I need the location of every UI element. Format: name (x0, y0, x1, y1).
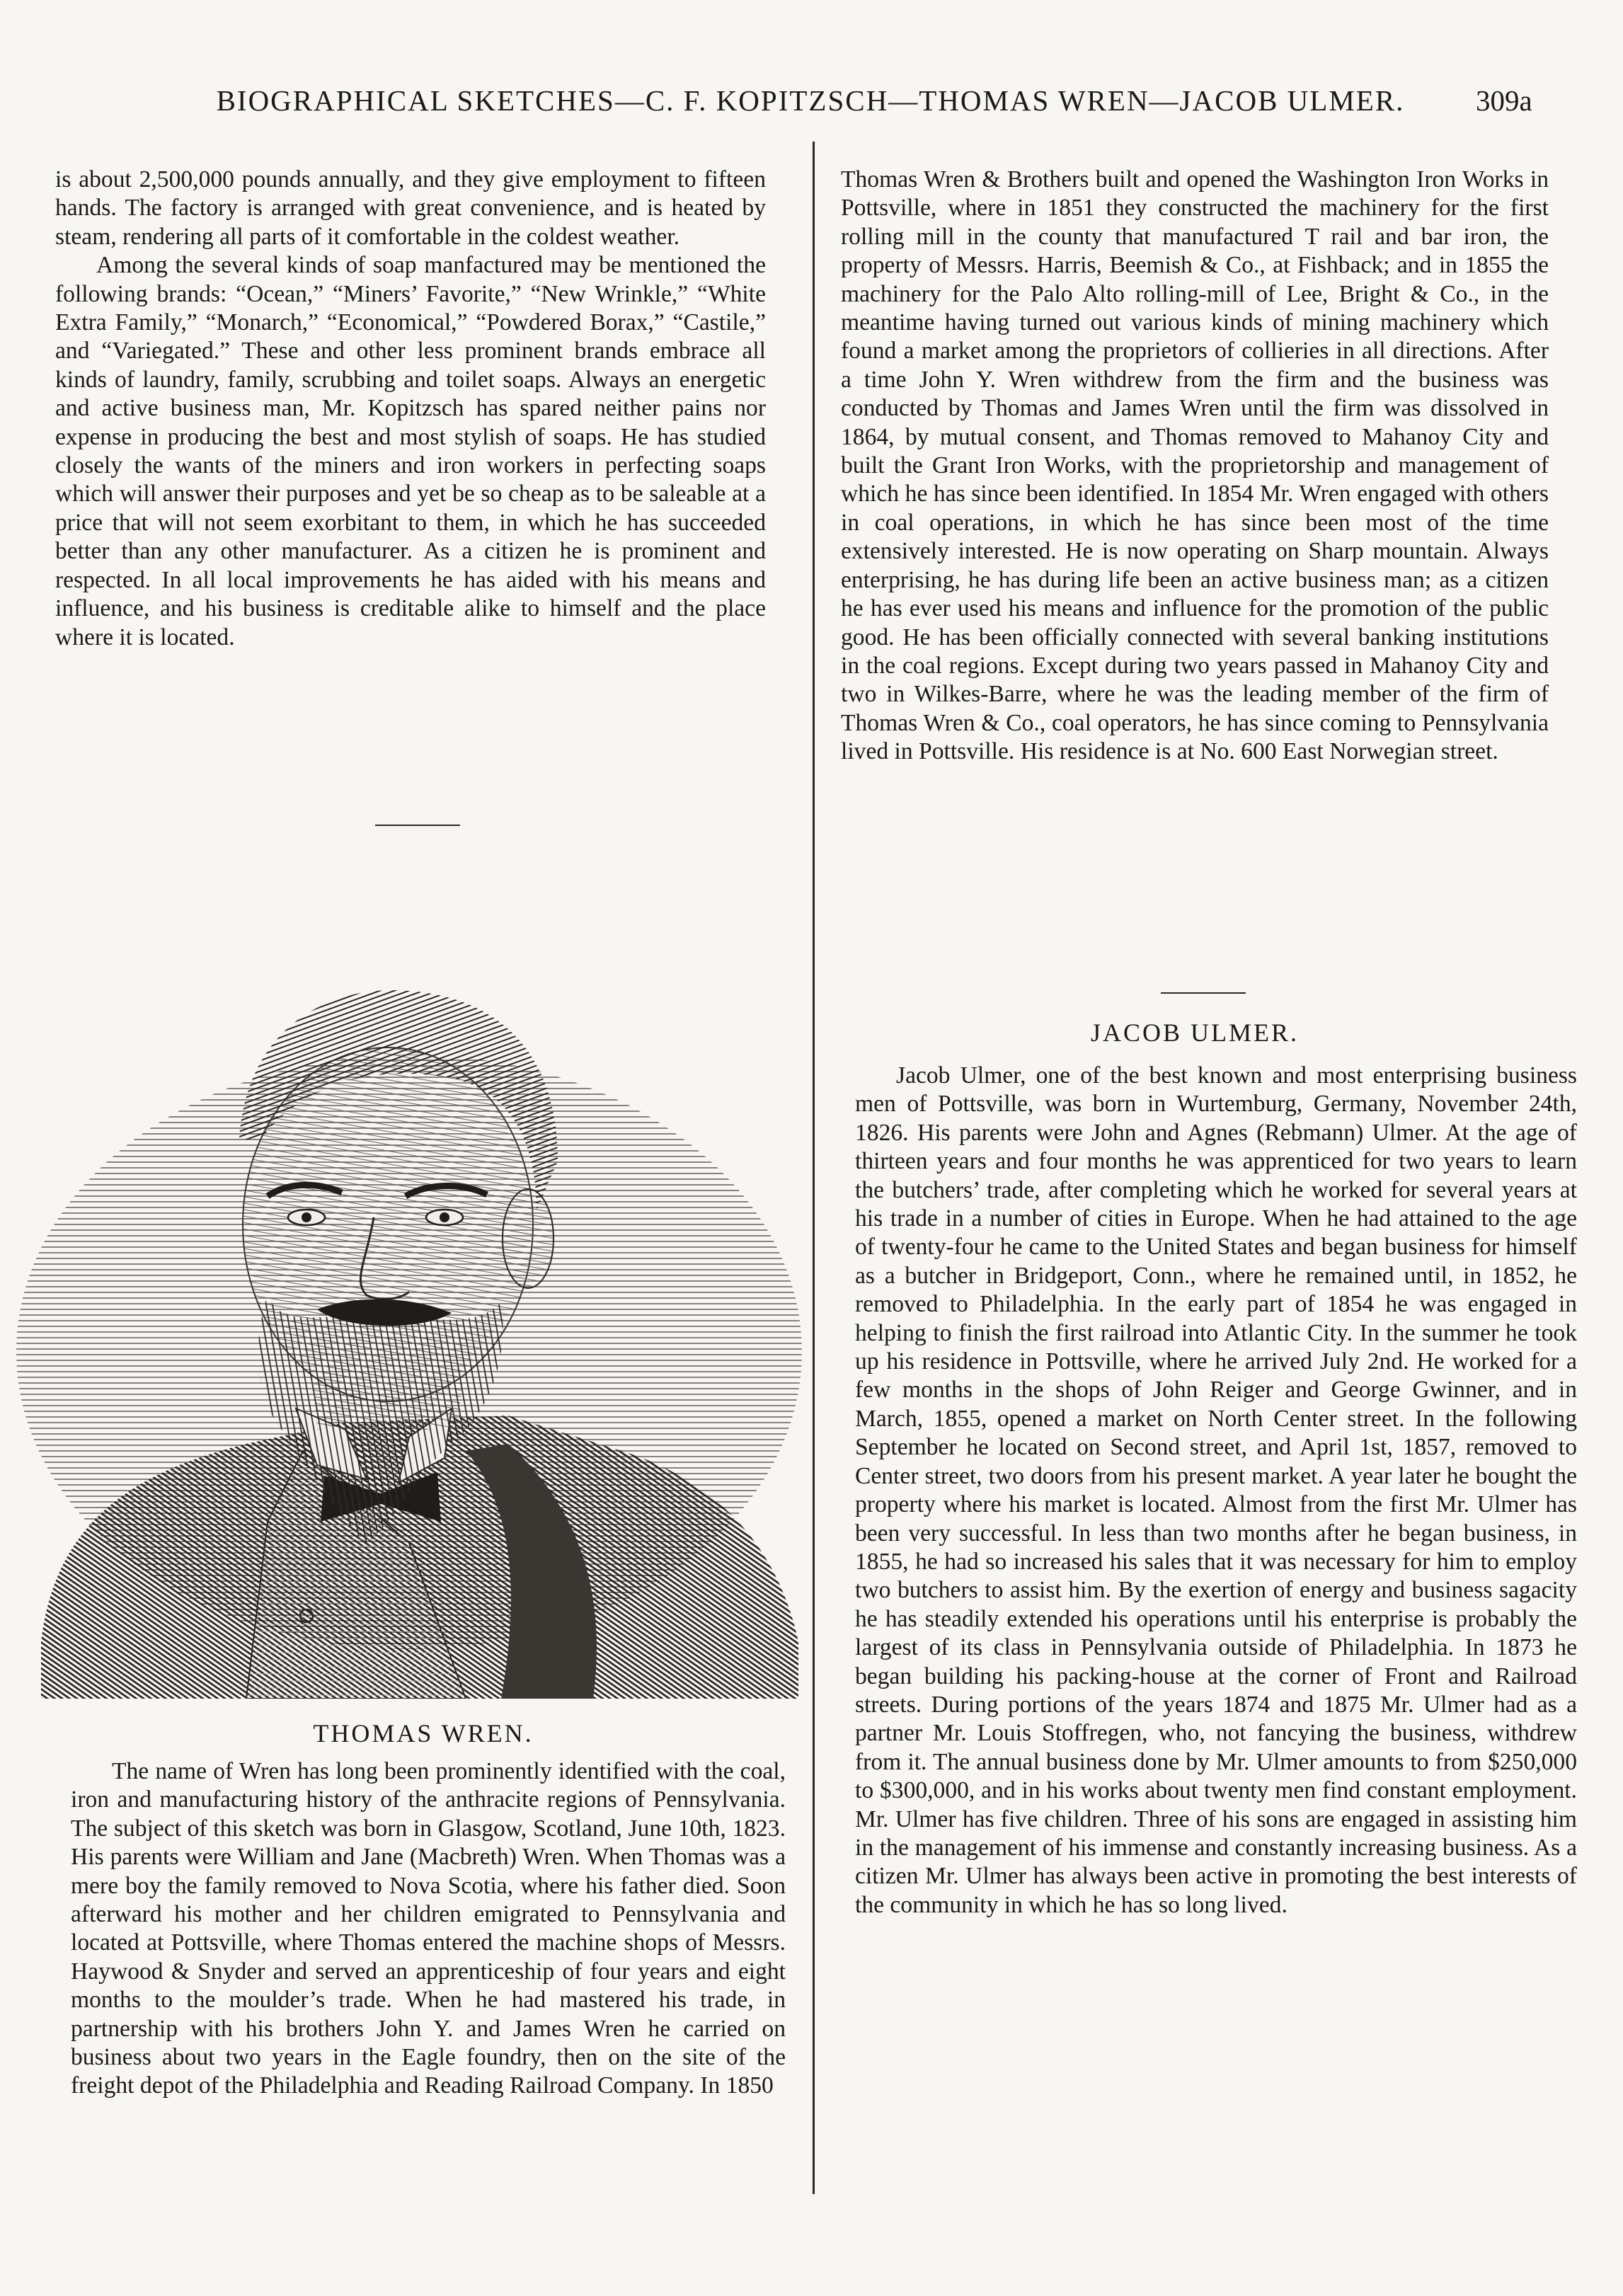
kopitzsch-paragraph-2: Among the several kinds of soap manfactured may be mentioned the following brands: “Ocean,” “Miners’ Favorite,” “New Wrinkle,” “White Extra Family,” “Monarch,” “Economical,” “Powdered Borax,” “Castile,” and “Variegated.” These and other less prominent brands embrace all kinds of laundry, family, scrubbing and toilet soaps. Always an energetic and active business man, Mr. Kopitzsch has spared neither pains nor expense in producing the best and most stylish of soaps. He has studied closely the wants of the miners and iron workers in perfecting soaps which will answer their purposes and yet be so cheap as to be saleable at a price that will not seem exorbitant to them, in which he has succeeded better than any other manufacturer. As a citizen he is prominent and respected. In all local improvements he has aided with his means and influence, and his business is creditable alike to himself and the place where it is located. (55, 252, 766, 650)
jacob-ulmer-heading: JACOB ULMER. (1090, 1018, 1300, 1047)
thomas-wren-sketch-part-2 (841, 166, 1549, 767)
kopitzsch-sketch-continued (55, 166, 766, 652)
column-divider (813, 142, 815, 2194)
section-separator-rule (375, 825, 460, 826)
page-number: 309a (1476, 84, 1532, 117)
kopitzsch-paragraph-1: is about 2,500,000 pounds annually, and they give employment to fifteen hands. The factory is arranged with great convenience, and is heated by steam, rendering all parts of it comfortable in the coldest weather. (55, 166, 766, 250)
running-header: BIOGRAPHICAL SKETCHES—C. F. KOPITZSCH—THOMAS WREN—JACOB ULMER. (216, 84, 1405, 117)
thomas-wren-paragraph-1: The name of Wren has long been prominently identified with the coal, iron and manufacturing history of the anthracite regions of Pennsylvania. The subject of this sketch was born in Glasgow, Scotland, June 10th, 1823. His parents were William and Jane (Macbreth) Wren. When Thomas was a mere boy the family removed to Nova Scotia, where his father died. Soon afterward his mother and her children emigrated to Pennsylvania and located at Pottsville, where Thomas entered the machine shops of Messrs. Haywood & Snyder and served an apprenticeship of four years and eight months to the moulder’s trade. When he had mastered his trade, in partnership with his brothers John Y. and James Wren he carried on business about two years in the Eagle foundry, then on the site of the freight depot of the Philadelphia and Reading Railroad Company. In 1850 (71, 1758, 786, 2099)
jacob-ulmer-sketch (855, 1062, 1577, 1919)
thomas-wren-paragraph-2: Thomas Wren & Brothers built and opened the Washington Iron Works in Pottsville, where in 1851 they constructed the machinery for the first rolling mill in the county that manufactured T rail and bar iron, the property of Messrs. Harris, Beemish & Co., at Fishback; and in 1855 the machinery for the Palo Alto rolling-mill of Lee, Bright & Co., in the meantime having turned out various kinds of mining machinery which found a market among the proprietors of collieries in all directions. After a time John Y. Wren withdrew from the firm and the business was conducted by Thomas and James Wren until the firm was dissolved in 1864, by mutual consent, and Thomas removed to Mahanoy City and built the Grant Iron Works, with the proprietorship and management of which he has since been identified. In 1854 Mr. Wren engaged with others in coal operations, in which he has since been most of the time extensively interested. He is now operating on Sharp mountain. Always enterprising, he has during life been an active business man; as a citizen he has ever used his means and influence for the promotion of the public good. He has been officially connected with several banking institutions in the coal regions. Except during two years passed in Mahanoy City and two in Wilkes-Barre, where he was the leading member of the firm of Thomas Wren & Co., coal operators, he has since coming to Pennsylvania lived in Pottsville. His residence is at No. 600 East Norwegian street. (841, 166, 1549, 765)
thomas-wren-caption: THOMAS WREN. (313, 1719, 534, 1747)
section-separator-rule-right (1161, 992, 1246, 994)
thomas-wren-sketch-part-1 (71, 1757, 786, 2101)
thomas-wren-portrait (13, 842, 805, 1699)
jacob-ulmer-paragraph-1: Jacob Ulmer, one of the best known and most enterprising business men of Pottsville, was born in Wurtemburg, Germany, November 24th, 1826. His parents were John and Agnes (Rebmann) Ulmer. At the age of thirteen years and four months he was apprenticed for two years to learn the butchers’ trade, after completing which he worked for several years at his trade in a number of cities in Europe. When he had attained to the age of twenty-four he came to the United States and began business for himself as a butcher in Bridgeport, Conn., where he remained until, in 1852, he removed to Philadelphia. In the early part of 1854 he was engaged in helping to finish the first railroad into Atlantic City. In the summer he took up his residence in Pottsville, where he arrived July 2nd. He worked for a few months in the shops of John Reiger and George Gwinner, and in March, 1855, opened a market on North Center street. In the following September he located on Second street, and April 1st, 1857, removed to Center street, two doors from his present market. A year later he bought the property where his market is located. Almost from the first Mr. Ulmer has been very successful. In less than two months after he began business, in 1855, he had so increased his sales that it was necessary for him to employ two butchers to assist him. By the exertion of energy and business sagacity he has steadily extended his operations until his enterprise is probably the largest of its class in Pennsylvania outside of Philadelphia. In 1873 he began building his packing-house at the corner of Front and Railroad streets. During portions of the years 1874 and 1875 Mr. Ulmer had as a partner Mr. Louis Stoffregen, who, not fancying the business, withdrew from it. The annual business done by Mr. Ulmer amounts to from $250,000 to $300,000, and in his works about twenty men find constant employment. Mr. Ulmer has five children. Three of his sons are engaged in assisting him in the management of his immense and constantly increasing business. As a citizen Mr. Ulmer has always been active in promoting the best interests of the community in which he has so long lived. (855, 1062, 1577, 1918)
